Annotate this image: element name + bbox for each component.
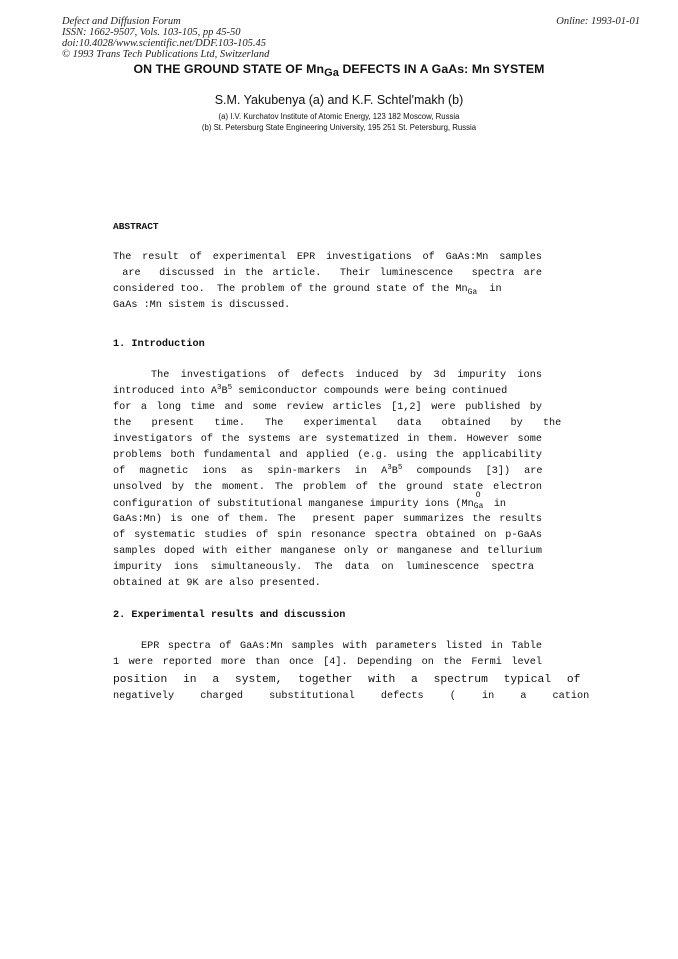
paragraph-line: investigators of the systems are systematized in them. However some xyxy=(113,434,542,445)
journal-header xyxy=(62,16,269,60)
paragraph-line: 1 were reported more than once [4]. Depending on the Fermi level xyxy=(113,657,542,668)
journal-name: Defect and Diffusion Forum xyxy=(62,16,181,27)
title-text-end: DEFECTS IN A GaAs: Mn SYSTEM xyxy=(338,62,545,76)
issn-line: ISSN: 1662-9507, Vols. 103-105, pp 45-50 xyxy=(62,27,241,38)
paragraph-line: position in a system, together with a spectrum typical of xyxy=(113,674,581,686)
authors: S.M. Yakubenya (a) and K.F. Schtel'makh (b) xyxy=(214,93,464,107)
abstract-line: are discussed in the article. Their luminescence spectra are xyxy=(113,268,542,279)
abstract-line: The result of experimental EPR investigations of GaAs:Mn samples xyxy=(113,252,542,263)
abstract-heading: ABSTRACT xyxy=(113,221,159,232)
paragraph-line: problems both fundamental and applied (e.g. using the applicability xyxy=(113,450,542,461)
section-heading: 2. Experimental results and discussion xyxy=(113,610,346,621)
section-heading: 1. Introduction xyxy=(113,339,205,350)
paragraph-line: impurity ions simultaneously. The data on luminescence spectra xyxy=(113,562,535,573)
title-text: ON THE GROUND STATE OF Mn xyxy=(133,62,325,76)
paragraph-line: obtained at 9K are also presented. xyxy=(113,578,321,589)
affiliation-a: (a) I.V. Kurchatov Institute of Atomic Energy, 123 182 Moscow, Russia xyxy=(218,112,460,121)
paper-title xyxy=(0,62,678,79)
title-subscript: Ga xyxy=(324,67,339,79)
paragraph-line: the present time. The experimental data obtained by the xyxy=(113,418,562,429)
paragraph-line: introduced into $A^3B^5$ semiconductor compounds were being continued xyxy=(113,384,508,397)
abstract-line: GaAs :Mn sistem is discussed. xyxy=(113,300,291,311)
paragraph-line: unsolved by the moment. The problem of the ground state electron xyxy=(113,482,542,493)
affiliation-b: (b) St. Petersburg State Engineering University, 195 251 St. Petersburg, Russia xyxy=(201,123,477,132)
paragraph-line: of systematic studies of spin resonance spectra obtained on p-GaAs xyxy=(113,530,542,541)
abstract-line: considered too. The problem of the ground state of the $Mn_{Ga}$ in xyxy=(113,284,502,297)
paragraph-line: configuration of substitutional manganese impurity ions (Mn O Ga in xyxy=(113,491,507,511)
paragraph-line: for a long time and some review articles [1,2] were published by xyxy=(113,402,542,413)
paragraph-line: samples doped with either manganese only or manganese and tellurium xyxy=(113,546,542,557)
paragraph-line: The investigations of defects induced by 3d impurity ions xyxy=(151,370,542,381)
online-date: Online: 1993-01-01 xyxy=(556,16,640,27)
paragraph-line: EPR spectra of GaAs:Mn samples with parameters listed in Table xyxy=(141,641,542,652)
paragraph-line: of magnetic ions as spin-markers in $A^3B^5$ compounds [3]) are xyxy=(113,464,543,477)
copyright-line: © 1993 Trans Tech Publications Ltd, Switzerland xyxy=(62,49,270,60)
doi-line: doi:10.4028/www.scientific.net/DDF.103-105.45 xyxy=(62,38,267,49)
paragraph-line: GaAs:Mn) is one of them. The present paper summarizes the results xyxy=(113,514,542,525)
paragraph-line: negatively charged substitutional defects ( in a cation xyxy=(113,691,590,702)
